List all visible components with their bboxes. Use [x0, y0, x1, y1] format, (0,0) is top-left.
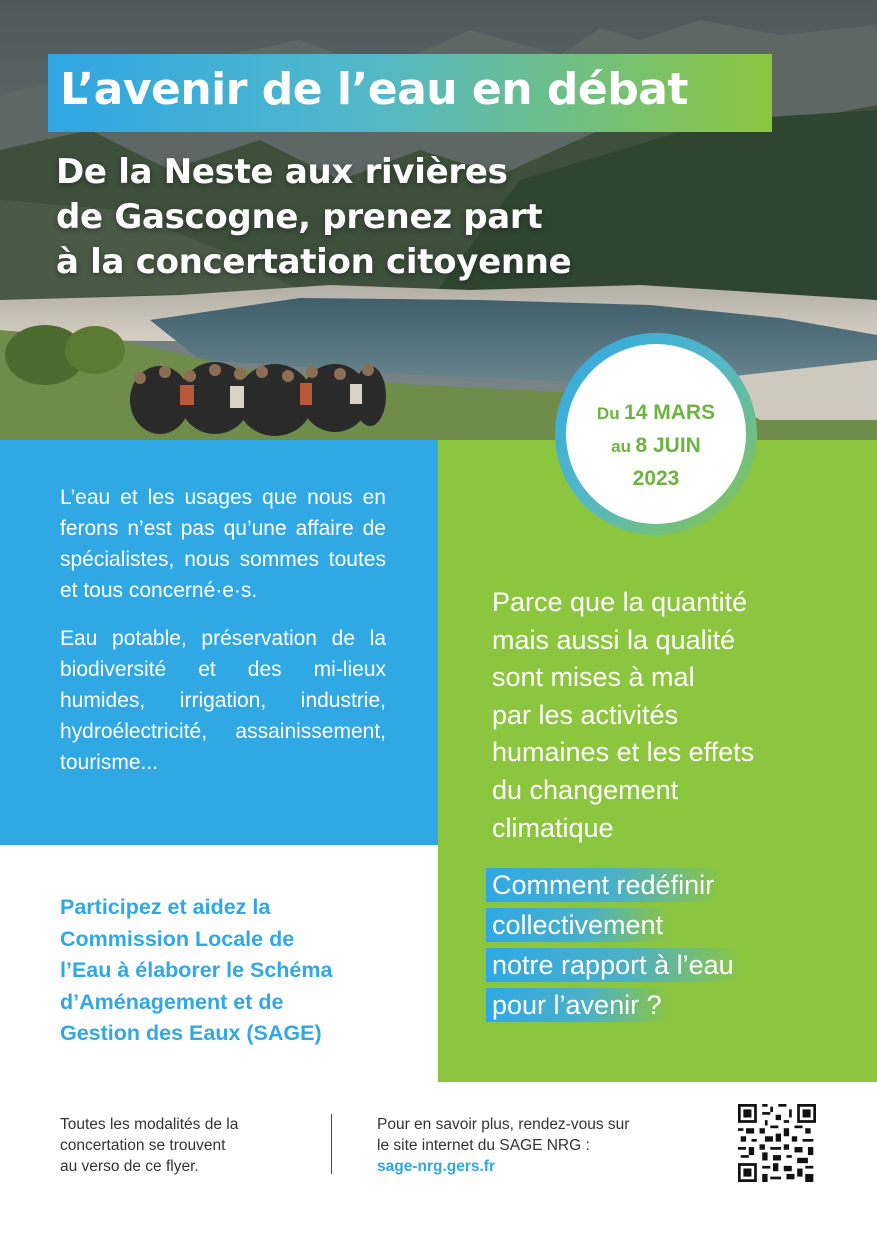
footer-note: [60, 1114, 310, 1177]
subtitle: [56, 150, 776, 285]
footer-line: concertation se trouvent: [60, 1137, 226, 1154]
page-title: L’avenir de l’eau en débat: [60, 64, 688, 115]
cta-line: Participez et aidez la: [60, 895, 271, 919]
date-badge-text: [566, 397, 746, 496]
footer-info: [377, 1114, 697, 1177]
end-date: 8 JUIN: [635, 434, 701, 457]
year: 2023: [632, 467, 680, 490]
green-line: du changement: [492, 774, 679, 805]
call-to-action: [60, 892, 420, 1050]
question-line: Comment redéfinir: [486, 868, 722, 902]
green-line: Parce que la quantité: [492, 587, 748, 617]
question-line: collectivement: [486, 908, 671, 942]
cta-line: Gestion des Eaux (SAGE): [60, 1021, 322, 1045]
footer-line: le site internet du SAGE NRG :: [377, 1137, 590, 1154]
green-line: climatique: [492, 812, 614, 843]
footer-line: Pour en savoir plus, rendez-vous sur: [377, 1116, 630, 1133]
question-line: notre rapport à l’eau: [486, 948, 742, 982]
cta-line: l’Eau à élaborer le Schéma: [60, 958, 333, 982]
question-line: pour l’avenir ?: [486, 988, 670, 1022]
date-prefix: Du: [596, 404, 620, 423]
subtitle-line: De la Neste aux rivières: [56, 152, 508, 192]
cta-line: d’Aménagement et de: [60, 989, 284, 1014]
date-prefix: au: [611, 437, 632, 456]
start-date: 14 MARS: [624, 401, 716, 424]
blue-panel-text: [60, 482, 386, 778]
footer-line: Toutes les modalités de la: [60, 1116, 239, 1133]
cta-line: Commission Locale de: [60, 926, 295, 951]
green-line: mais aussi la qualité: [492, 624, 736, 655]
green-panel-text: [492, 584, 852, 847]
footer-divider: [331, 1114, 332, 1174]
green-line: sont mises à mal: [492, 662, 695, 693]
intro-paragraph: L’eau et les usages que nous en ferons n’est pas qu’une affaire de spécialistes, nous sommes toutes et tous concerné·e·s.: [60, 486, 386, 602]
uses-paragraph: Eau potable, préservation de la biodiversité et des mi-lieux humides, irrigation, industrie, hydroélectricité, assainissement, tourisme...: [60, 627, 386, 774]
green-line: par les activités: [492, 699, 679, 730]
subtitle-line: de Gascogne, prenez part: [56, 197, 543, 237]
subtitle-line: à la concertation citoyenne: [56, 242, 572, 282]
question-block: [486, 865, 856, 1025]
green-line: humaines et les effets: [492, 737, 755, 768]
qr-code-icon[interactable]: [738, 1104, 816, 1182]
footer-line: au verso de ce flyer.: [60, 1158, 199, 1175]
website-link[interactable]: sage-nrg.gers.fr: [377, 1158, 496, 1175]
